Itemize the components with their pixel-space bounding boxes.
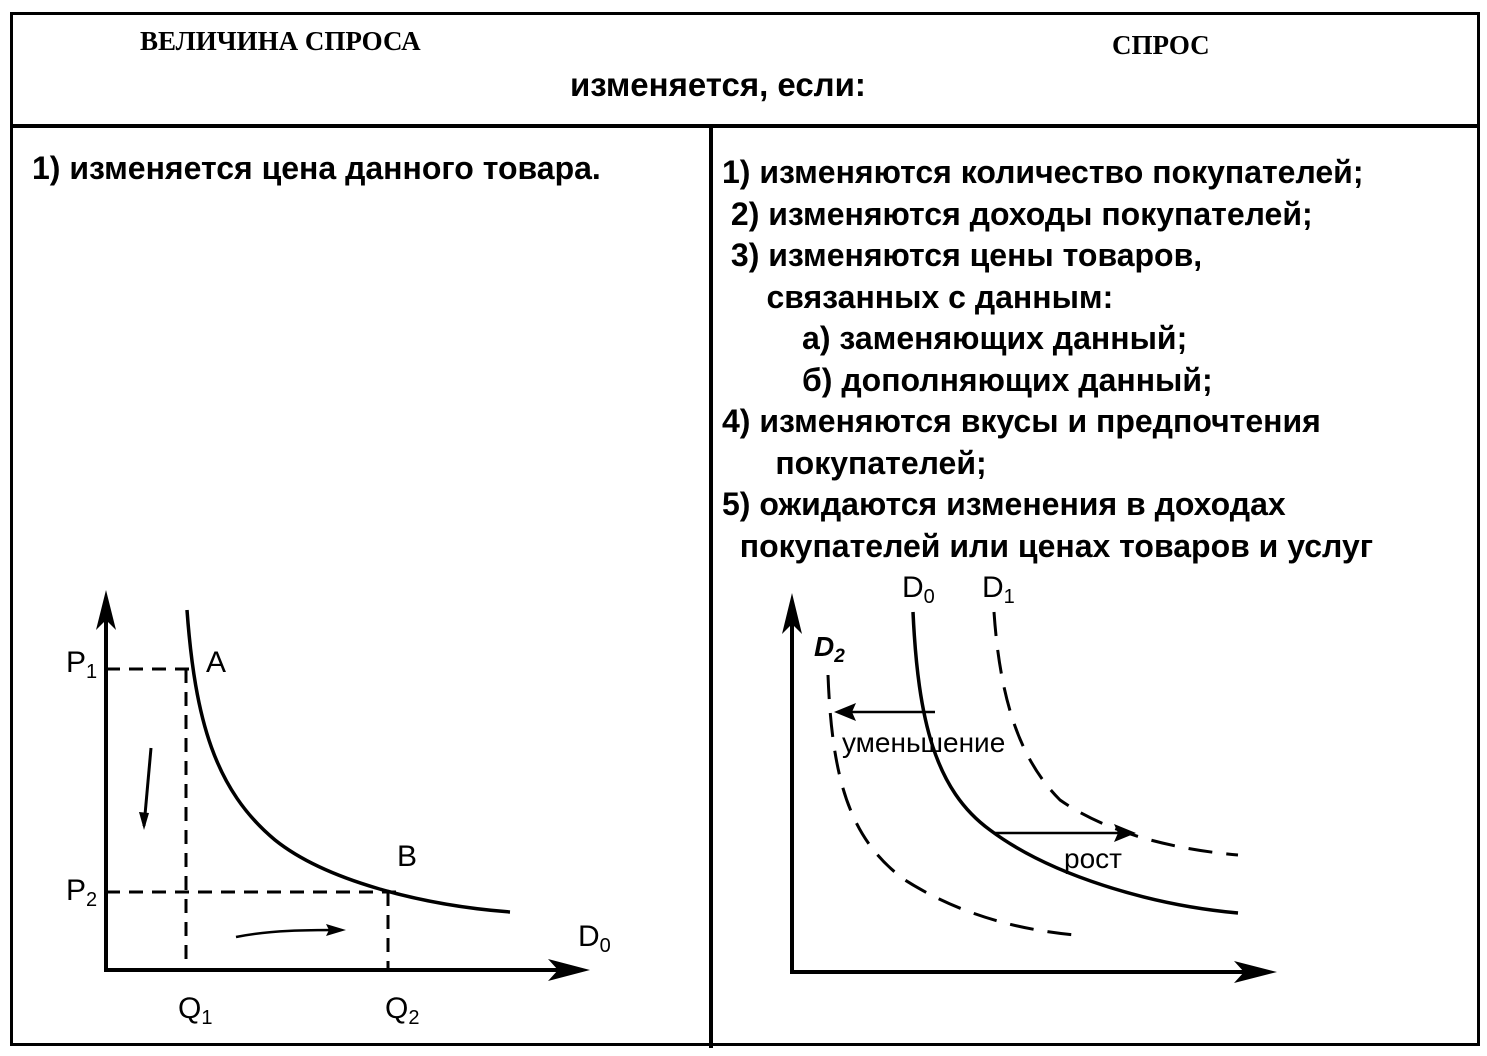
- label-q1: $Q_1$: [178, 992, 213, 1029]
- label-increase: рост: [1064, 843, 1122, 874]
- down-arrowhead: [139, 812, 149, 830]
- label-p1: $P_1$: [66, 646, 98, 683]
- demand-curve-d0: [187, 610, 510, 912]
- label-d0: $D_0$: [902, 571, 935, 608]
- right-arrowhead: [326, 924, 346, 936]
- left-condition-1: 1) изменяется цена данного товара.: [32, 150, 601, 186]
- header-quantity-demanded: ВЕЛИЧИНА СПРОСА: [140, 26, 421, 56]
- label-decrease: уменьшение: [842, 727, 1006, 758]
- label-d0: $D_0$: [578, 920, 611, 957]
- right-arrow: [236, 930, 340, 937]
- right-condition-3: 3) изменяются цены товаров,: [722, 237, 1203, 273]
- label-q2: $Q_2$: [385, 992, 420, 1029]
- right-condition-3-cont: связанных с данным:: [722, 278, 1114, 315]
- right-condition-1: 1) изменяются количество покупателей;: [722, 154, 1364, 190]
- header-caption: изменяется, если:: [570, 66, 866, 103]
- right-graph: [782, 571, 1277, 983]
- header-demand: СПРОС: [1112, 30, 1210, 60]
- curve-d2: [828, 675, 1075, 935]
- label-p2: $P_2$: [66, 874, 98, 911]
- right-condition-5: 5) ожидаются изменения в доходах: [722, 486, 1286, 522]
- curve-d1: [994, 612, 1238, 855]
- right-condition-5-cont: покупателей или ценах товаров и услуг: [722, 527, 1374, 564]
- label-d1: $D_1$: [982, 571, 1015, 608]
- left-graph: [66, 590, 611, 1029]
- label-d2: $D_2$: [814, 631, 845, 667]
- right-condition-3b: б) дополняющих данный;: [722, 361, 1213, 398]
- right-condition-2: 2) изменяются доходы покупателей;: [722, 195, 1313, 232]
- label-point-b: B: [397, 840, 418, 873]
- right-condition-4-cont: покупателей;: [722, 444, 987, 481]
- right-condition-4: 4) изменяются вкусы и предпочтения: [722, 403, 1321, 439]
- right-condition-3a: а) заменяющих данный;: [722, 320, 1188, 356]
- label-point-a: A: [206, 646, 227, 679]
